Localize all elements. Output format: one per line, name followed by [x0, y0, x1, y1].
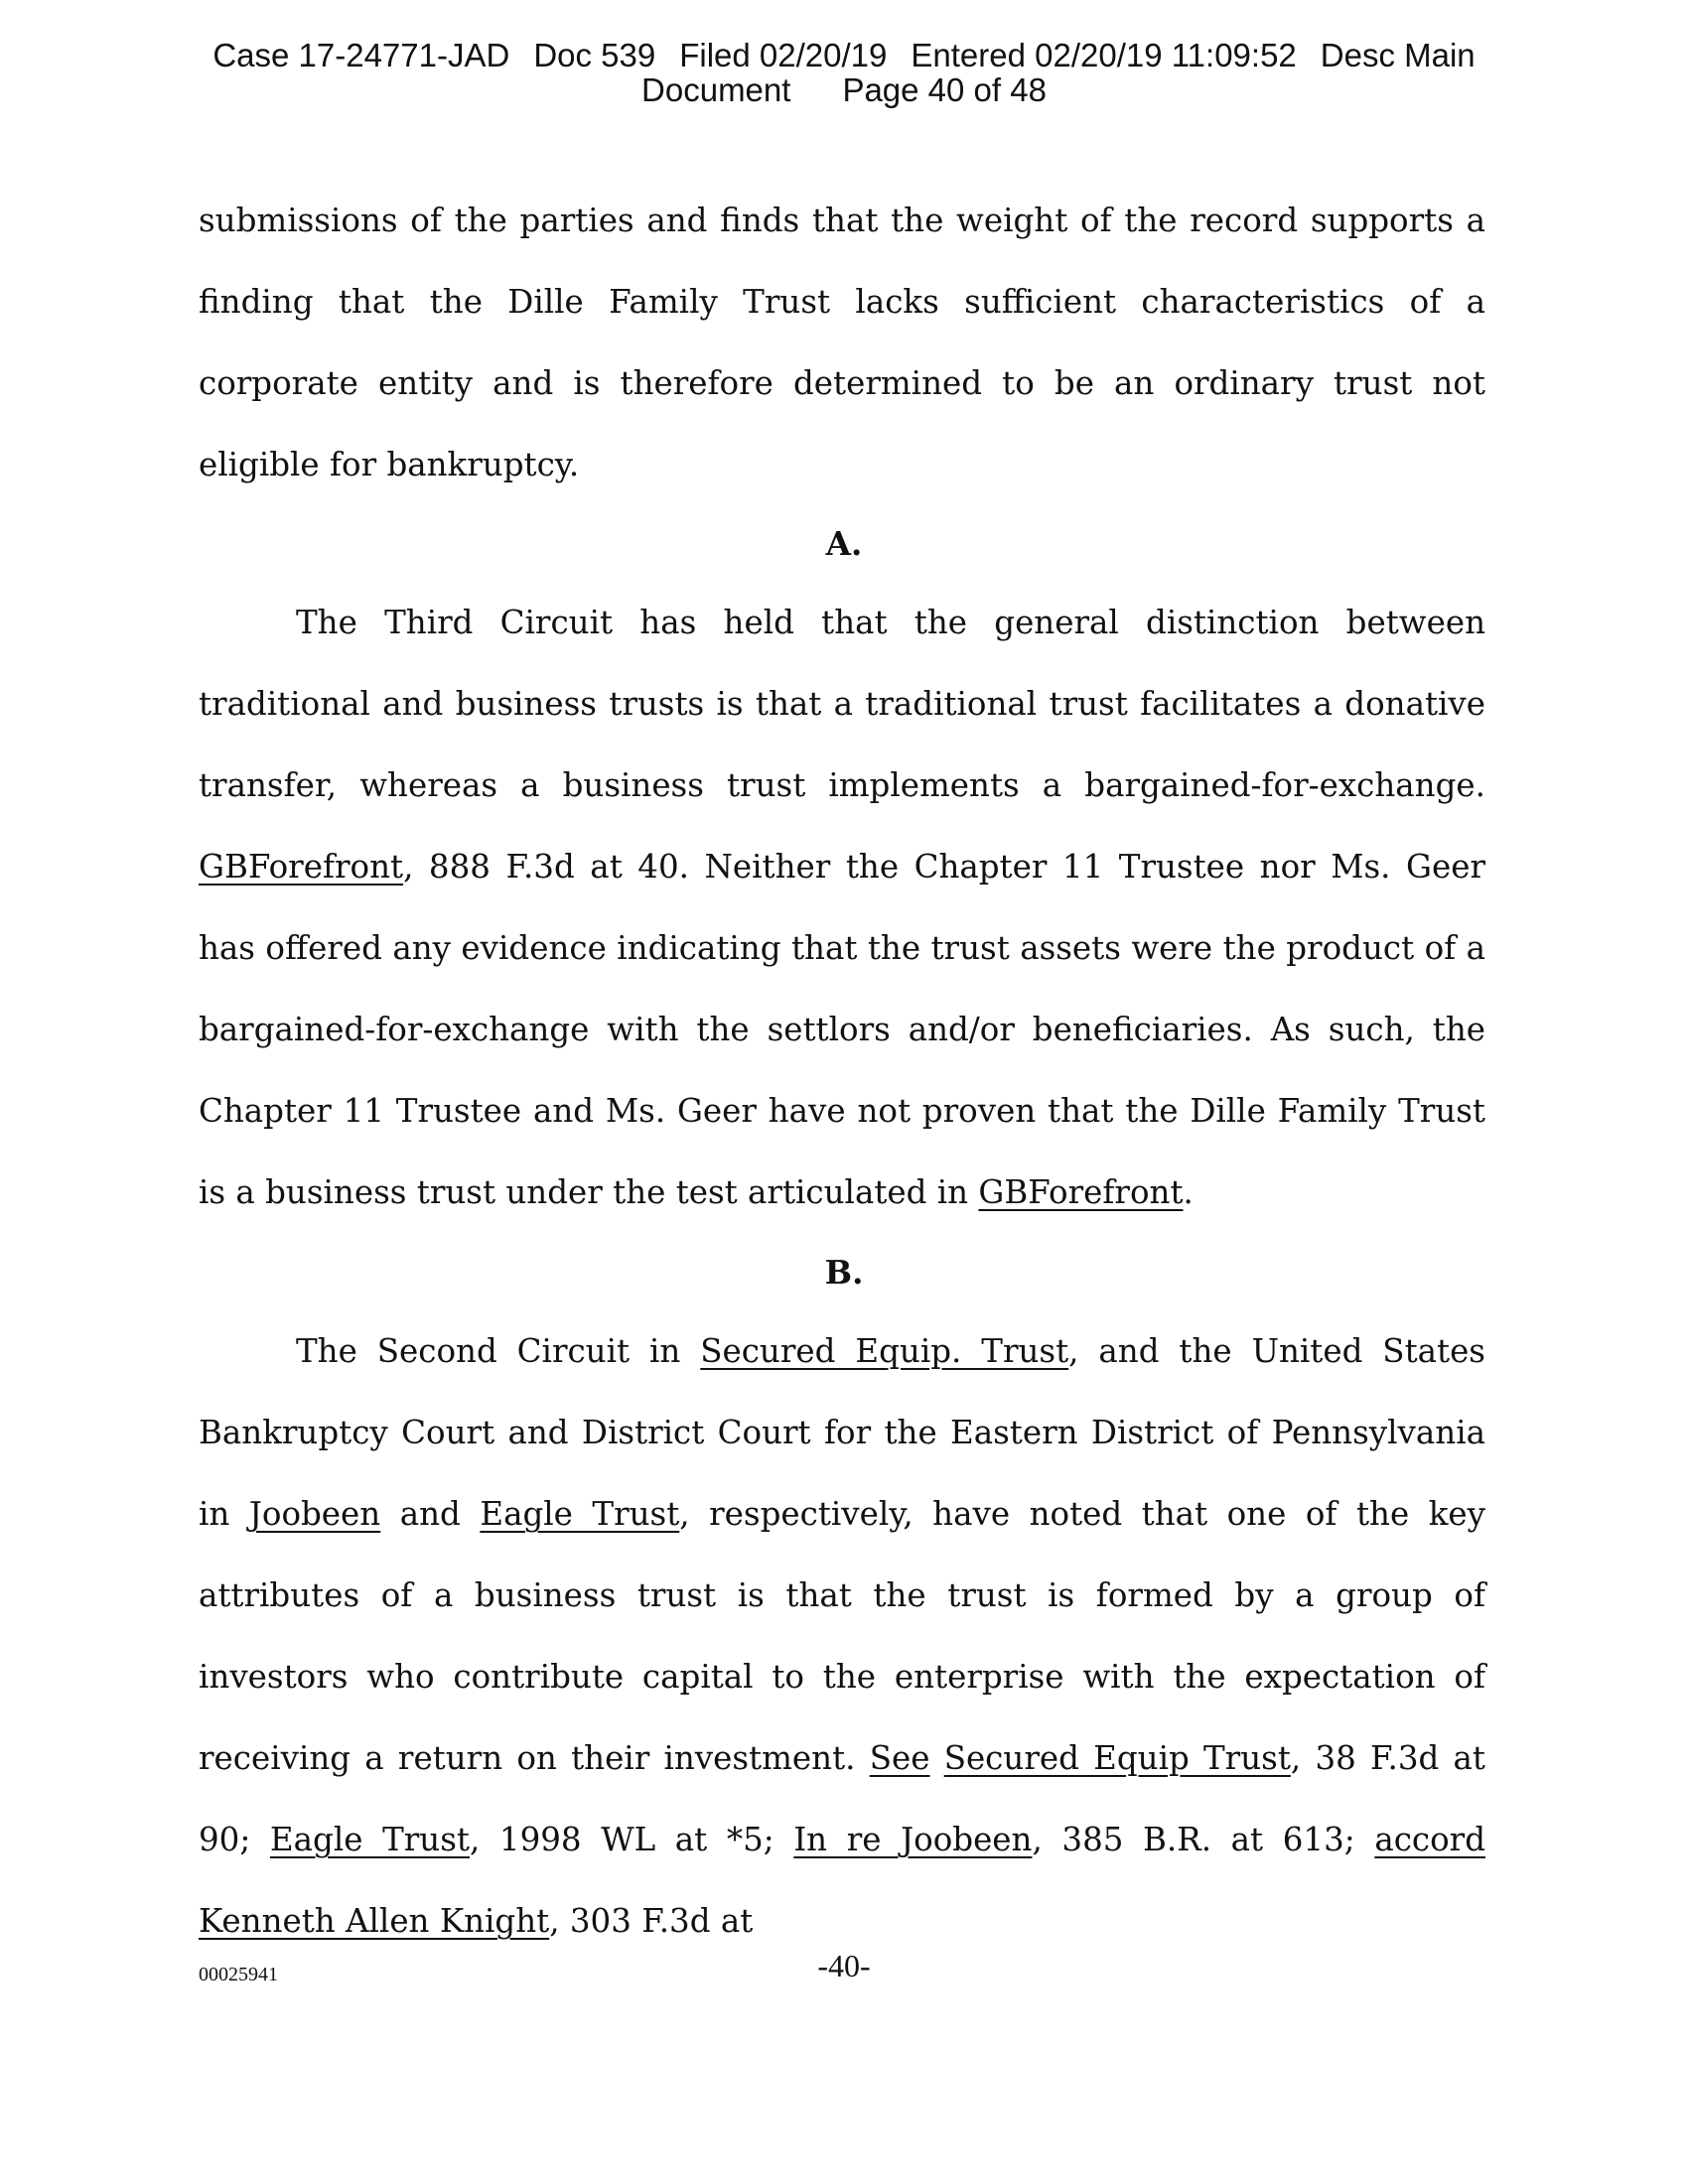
description: Desc Main: [1320, 37, 1476, 73]
case-citation: Eagle Trust: [480, 1495, 680, 1533]
case-citation: GBForefront: [978, 1173, 1184, 1211]
page-indicator: Page 40 of 48: [842, 71, 1047, 108]
case-citation: Secured Equip. Trust: [700, 1332, 1069, 1370]
text-run: The Third Circuit has held that the general distinction between traditional and business trusts is that a traditional trust facilitates a donative transfer, whereas a business trust implements a bargained-for-exchange.: [199, 604, 1485, 804]
case-citation: Kenneth Allen Knight: [199, 1902, 550, 1940]
case-citation: GBForefront: [199, 848, 404, 886]
paragraph-1: submissions of the parties and finds that the weight of the record supports a finding that the Dille Family Trust lacks sufficient characteristics of a corporate entity and is therefore determined to be an ordinary trust not eligible for bankruptcy.: [199, 202, 1485, 483]
filed-date: Filed 02/20/19: [679, 37, 888, 73]
document-label: Document: [641, 71, 791, 108]
text-run: [929, 1739, 943, 1777]
paragraph-3: [199, 1310, 1485, 1962]
text-run: , 1998 WL at *5;: [469, 1821, 794, 1858]
case-citation: Secured Equip Trust: [943, 1739, 1291, 1777]
text-run: , 303 F.3d at: [549, 1902, 754, 1940]
case-number: Case 17-24771-JAD: [212, 37, 510, 73]
citation-signal: accord: [1374, 1821, 1485, 1858]
page-number: -40-: [817, 1948, 871, 1983]
text-run: , respectively, have noted that one of the key attributes of a business trust is that the trust is formed by a group of investors who contribute capital to the enterprise with the expectation of receiving a return on their investment.: [199, 1495, 1485, 1777]
text-run: , 38 F.3d at 90;: [199, 1739, 1485, 1858]
case-citation: In re Joobeen: [793, 1821, 1033, 1858]
text-run: , 385 B.R. at 613;: [1032, 1821, 1375, 1858]
filing-header-line-2: [0, 72, 1688, 107]
text-run: .: [1183, 1173, 1194, 1211]
text-run: The Second Circuit in: [296, 1332, 701, 1370]
section-heading-a: A.: [825, 524, 863, 563]
text-run: and: [380, 1495, 481, 1533]
text-run: , and the United States Bankruptcy Court and District Court for the Eastern District of Pennsylvania in: [199, 1332, 1485, 1533]
section-heading-b: B.: [824, 1253, 864, 1292]
document-id: 00025941: [199, 1964, 278, 1985]
text-run: , 888 F.3d at 40. Neither the Chapter 11 Trustee nor Ms. Geer has offered any evidence indicating that the trust assets were the product of a bargained-for-exchange with the settlors and/or beneficiaries. As such, the Chapter 11 Trustee and Ms. Geer have not proven that the Dille Family Trust is a business trust under the test articulated in: [199, 848, 1485, 1211]
paragraph-2: [199, 582, 1485, 1233]
filing-header-line-1: [0, 38, 1688, 72]
doc-number: Doc 539: [533, 37, 656, 73]
filing-header: [0, 38, 1688, 107]
case-citation: Joobeen: [248, 1495, 381, 1533]
entered-date: Entered 02/20/19 11:09:52: [911, 37, 1297, 73]
case-citation: Eagle Trust: [269, 1821, 470, 1858]
citation-signal: See: [869, 1739, 930, 1777]
